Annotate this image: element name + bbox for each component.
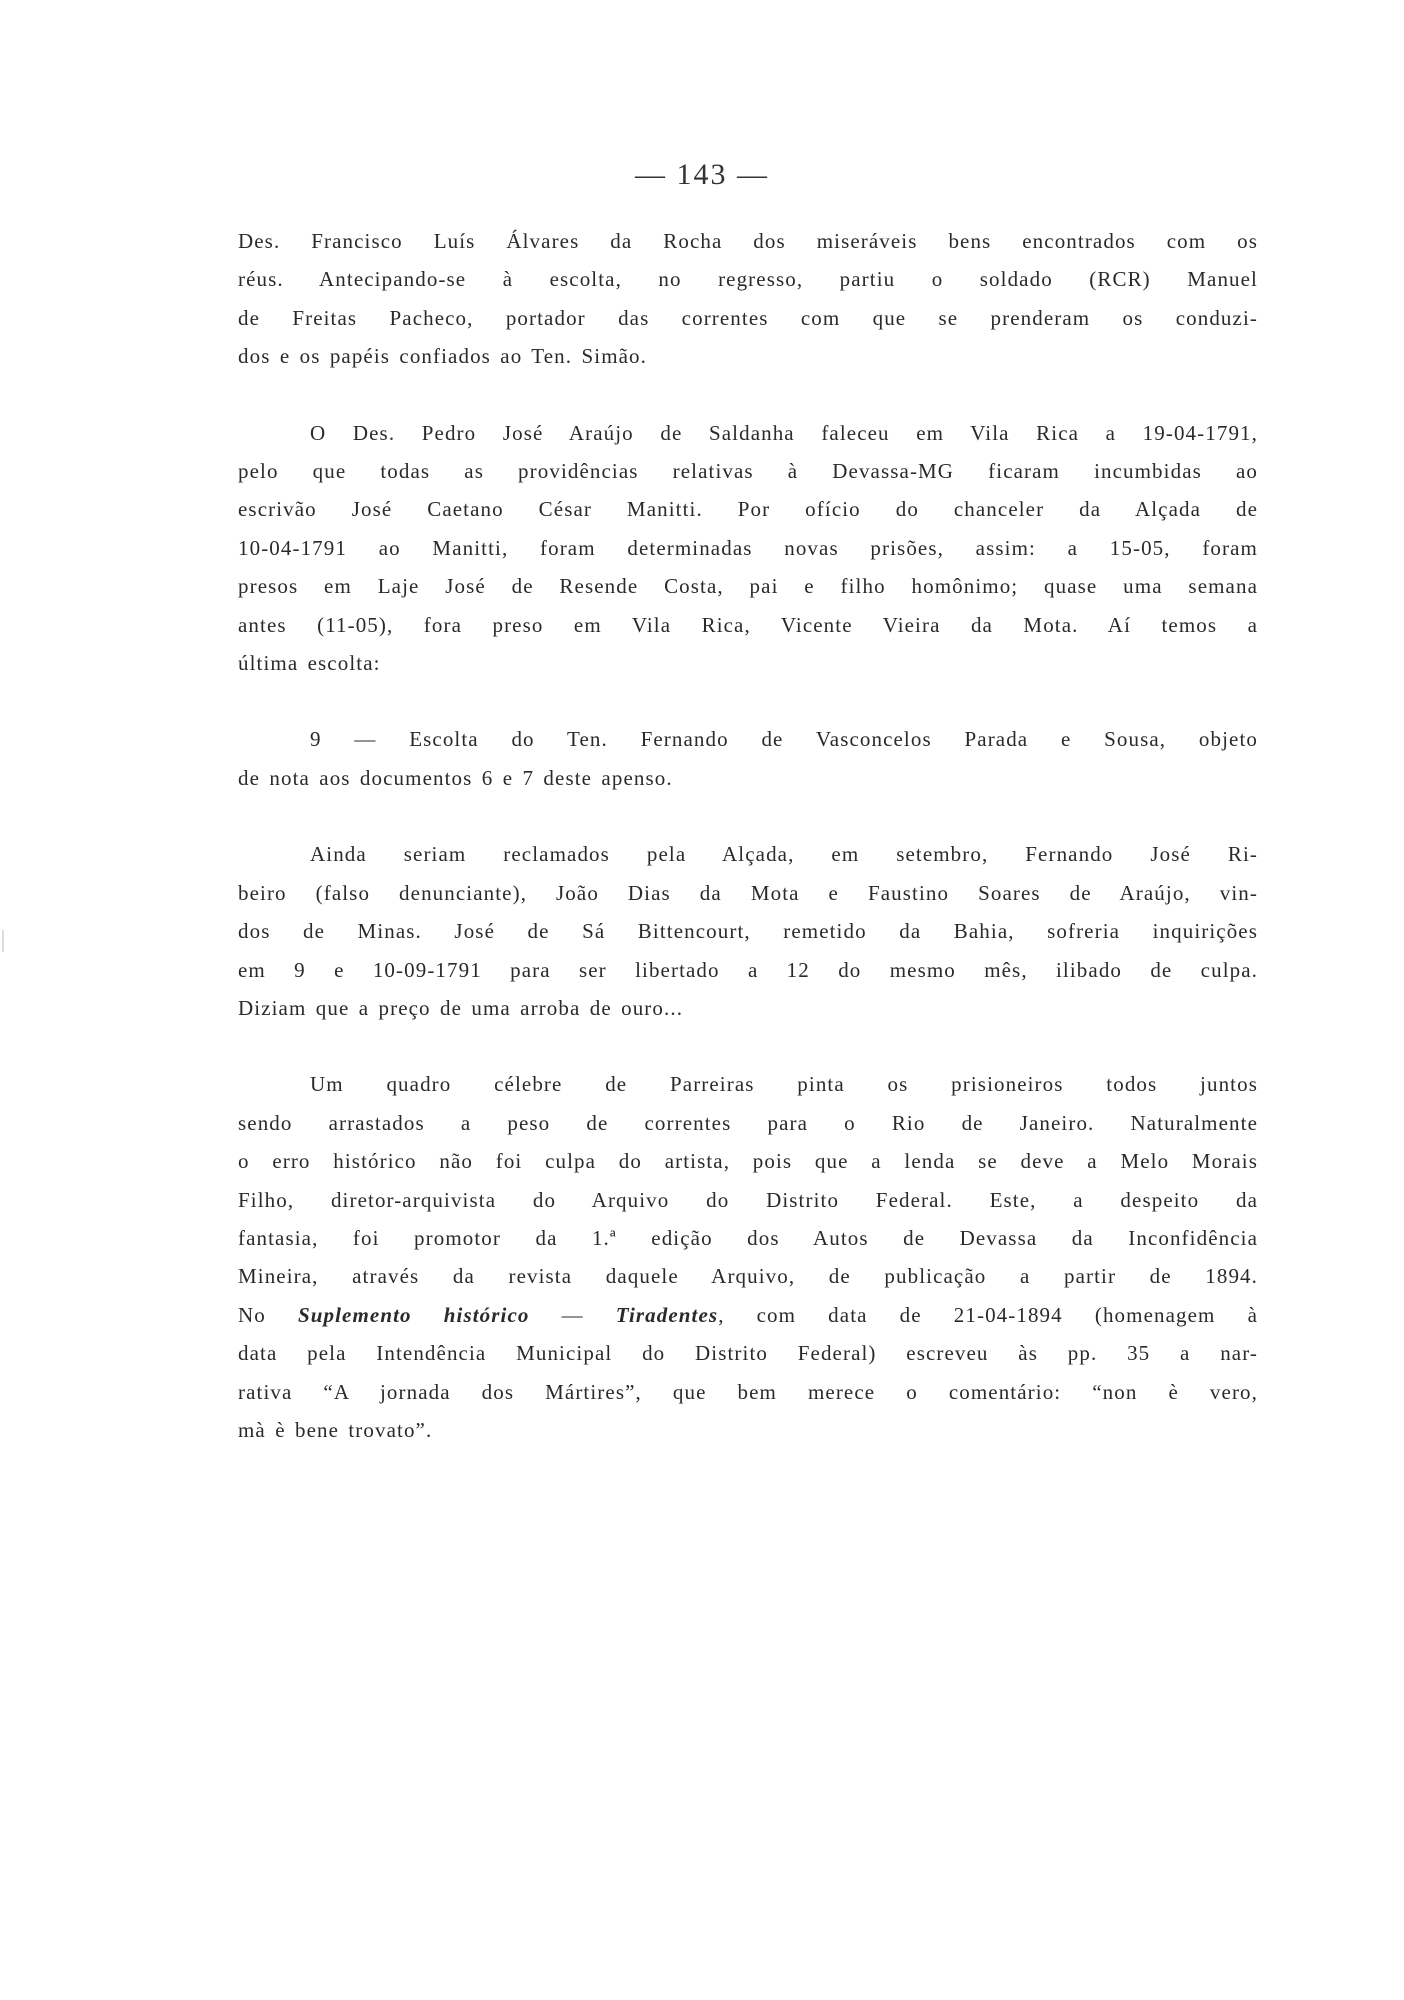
page-number: — 143 — [635,158,769,191]
text-line: 9 — Escolta do Ten. Fernando de Vasconcelos Parada e Sousa, objeto [310,727,1258,752]
scan-edge-mark [2,930,4,952]
text-line: em 9 e 10-09-1791 para ser libertado a 12 do mesmo mês, ilibado de culpa. [238,957,1258,982]
text-line: de nota aos documentos 6 e 7 deste apenso. [238,765,673,790]
text-line: última escolta: [238,651,381,676]
text-line: dos de Minas. José de Sá Bittencourt, remetido da Bahia, sofreria inquirições [238,919,1258,944]
text-line: data pela Intendência Municipal do Distrito Federal) escreveu às pp. 35 a nar- [238,1341,1258,1366]
text-line: presos em Laje José de Resende Costa, pai e filho homônimo; quase uma semana [238,574,1258,599]
italic-title: Tiradentes [615,1302,719,1327]
text-line: Ainda seriam reclamados pela Alçada, em setembro, Fernando José Ri- [310,842,1258,867]
text-line: Des. Francisco Luís Álvares da Rocha dos miseráveis bens encontrados com os [238,229,1258,253]
paragraph-4 [238,835,1258,1027]
text-line: pelo que todas as providências relativas à Devassa-MG ficaram incumbidas ao [238,459,1258,484]
text-line: beiro (falso denunciante), João Dias da Mota e Faustino Soares de Araújo, vin- [238,880,1258,905]
text-line: 10-04-1791 ao Manitti, foram determinadas novas prisões, assim: a 15-05, foram [238,535,1258,560]
text-line: Filho, diretor-arquivista do Arquivo do Distrito Federal. Este, a despeito da [238,1187,1258,1212]
text-line: fantasia, foi promotor da 1.ª edição dos Autos de Devassa da Inconfidência [238,1225,1258,1250]
text-line: dos e os papéis confiados ao Ten. Simão. [238,344,647,369]
text-line: sendo arrastados a peso de correntes para o Rio de Janeiro. Naturalmente [238,1110,1258,1135]
text-line: réus. Antecipando-se à escolta, no regresso, partiu o soldado (RCR) Manuel [238,267,1258,292]
text-line: Um quadro célebre de Parreiras pinta os prisioneiros todos juntos [310,1072,1258,1097]
paragraph-2 [238,414,1258,683]
text-line: rativa “A jornada dos Mártires”, que bem merece o comentário: “non è vero, [238,1379,1258,1404]
italic-title: Suplemento histórico [297,1302,530,1327]
paragraph-3 [238,720,1258,797]
text-line: Mineira, através da revista daquele Arquivo, de publicação a partir de 1894. [238,1264,1258,1289]
body-text [238,222,1258,1487]
paragraph-1 [238,222,1258,376]
paragraph-5 [238,1065,1258,1449]
text-line: o erro histórico não foi culpa do artista, pois que a lenda se deve a Melo Morais [238,1149,1258,1174]
text-line: mà è bene trovato”. [238,1417,433,1442]
text-line: de Freitas Pacheco, portador das correntes com que se prenderam os conduzi- [238,305,1258,330]
text-line: O Des. Pedro José Araújo de Saldanha faleceu em Vila Rica a 19-04-1791, [310,420,1258,445]
text-line: Diziam que a preço de uma arroba de ouro... [238,995,684,1020]
text-line: No Suplemento histórico — Tiradentes, com data de 21-04-1894 (homenagem à [238,1302,1258,1327]
text-line: antes (11-05), fora preso em Vila Rica, Vicente Vieira da Mota. Aí temos a [238,612,1258,637]
text-line: escrivão José Caetano César Manitti. Por ofício do chanceler da Alçada de [238,497,1258,522]
